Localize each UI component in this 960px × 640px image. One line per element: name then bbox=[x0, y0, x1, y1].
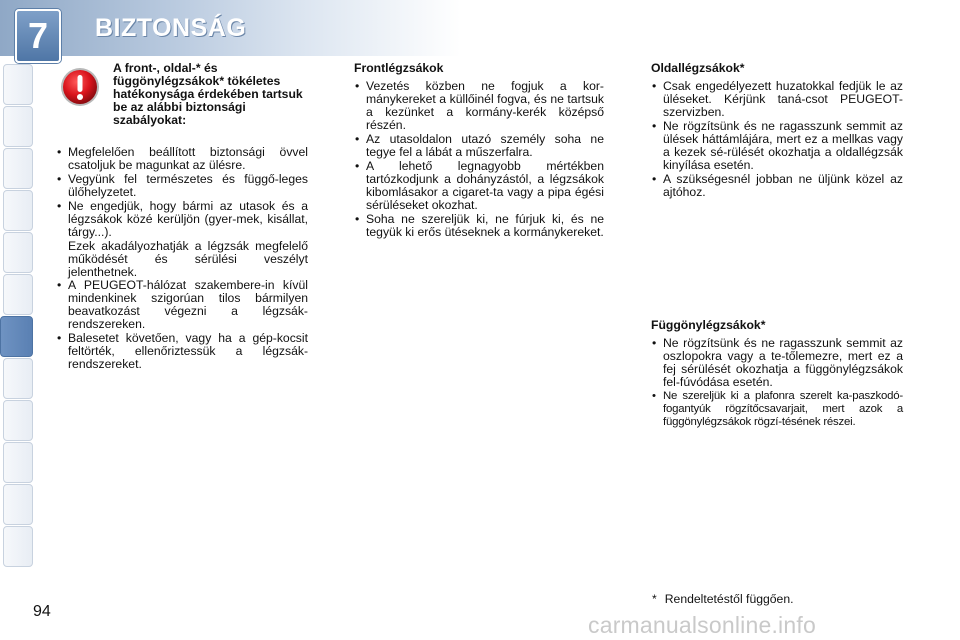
page-number: 94 bbox=[33, 603, 51, 620]
chapter-title: BIZTONSÁG bbox=[95, 14, 247, 42]
watermark: carmanualsonline.info bbox=[588, 612, 816, 638]
exclamation-circle-icon bbox=[60, 67, 100, 107]
chapter-strip-tab[interactable] bbox=[3, 106, 33, 147]
list-item: • A szükségesnél jobban ne üljünk közel az ajtóhoz. bbox=[651, 173, 903, 199]
list-item: • Csak engedélyezett huzatokkal fedjük le az üléseket. Kérjünk taná-csot PEUGEOT-szervizben. bbox=[651, 80, 903, 119]
chapter-strip-tab[interactable] bbox=[3, 526, 33, 567]
chapter-strip-tab[interactable] bbox=[3, 442, 33, 483]
curtain-airbag-list bbox=[651, 337, 903, 429]
chapter-strip-tab[interactable] bbox=[3, 400, 33, 441]
side-airbag-list bbox=[651, 80, 903, 199]
middle-column bbox=[354, 62, 604, 240]
chapter-strip-tab[interactable] bbox=[3, 232, 33, 273]
list-item: • Ne engedjük, hogy bármi az utasok és a légzsákok közé kerüljön (gyer-mek, kisállat, tárgy...). bbox=[56, 200, 308, 239]
chapter-number: 7 bbox=[27, 15, 49, 56]
list-item: • Ne szereljük ki a plafonra szerelt ka-paszkodó-fogantyúk rögzítőcsavarjait, mert azok a függönylégzsákok rögzí-tésének részei. bbox=[651, 390, 903, 429]
chapter-strip-tab[interactable] bbox=[3, 190, 33, 231]
footnote-star: * bbox=[652, 592, 657, 606]
list-item: • Balesetet követően, vagy ha a gép-kocsit feltörték, ellenőriztessük a légzsák-rendszereket. bbox=[56, 332, 308, 371]
list-item: • Vezetés közben ne fogjuk a kor-mánykereket a küllőinél fogva, és ne tartsuk a kezünket a kormány-kerék középső részén. bbox=[354, 80, 604, 132]
chapter-strip-tab[interactable] bbox=[3, 484, 33, 525]
list-item: • Soha ne szereljük ki, ne fúrjuk ki, és ne tegyük ki erős ütéseknek a kormánykereket. bbox=[354, 213, 604, 239]
safety-rules-list bbox=[56, 146, 308, 239]
chapter-strip-tab-active[interactable] bbox=[0, 316, 33, 357]
chapter-strip-tab[interactable] bbox=[3, 358, 33, 399]
chapter-strip bbox=[0, 60, 32, 580]
section-heading-curtain: Függönylégzsákok* bbox=[651, 318, 766, 332]
list-item: • Az utasoldalon utazó személy soha ne tegye fel a lábát a műszerfalra. bbox=[354, 133, 604, 159]
chapter-strip-tab[interactable] bbox=[3, 274, 33, 315]
intro-heading: A front-, oldal-* és függönylégzsákok* tökéletes hatékonysága érdekében tartsuk be az alábbi biztonsági szabályokat: bbox=[113, 61, 303, 127]
left-column bbox=[56, 146, 308, 372]
list-item: • Ne rögzítsünk és ne ragasszunk semmit az ülések háttámlájára, mert ez a mellkas vagy a kezek sé-rülését okozhatja a oldallégzsák kinyílása esetén. bbox=[651, 120, 903, 172]
list-item: • Ne rögzítsünk és ne ragasszunk semmit az oszlopokra vagy a te-tőlemezre, mert ez a fej sérülését okozhatja a függönylégzsákok fel-fúvódása esetén. bbox=[651, 337, 903, 389]
front-airbag-list bbox=[354, 80, 604, 239]
list-item-continuation: Ezek akadályozhatják a légzsák megfelelő működését és sérülési veszélyt jelenthetnek. bbox=[68, 239, 308, 279]
section-heading-front: Frontlégzsákok bbox=[354, 61, 444, 75]
chapter-tab[interactable] bbox=[15, 9, 61, 63]
chapter-strip-tab[interactable] bbox=[3, 148, 33, 189]
right-column-curtain bbox=[651, 319, 903, 430]
chapter-strip-tab[interactable] bbox=[3, 64, 33, 105]
list-item: • Megfelelően beállított biztonsági övvel csatoljuk be magunkat az ülésre. bbox=[56, 146, 308, 172]
list-item: • A lehető legnagyobb mértékben tartózkodjunk a dohányzástól, a légzsákok kibomlásakor a cigaret-ta vagy a pipa égési sérüléseket okozhat. bbox=[354, 160, 604, 212]
list-item: • Vegyünk fel természetes és függő-leges ülőhelyzetet. bbox=[56, 173, 308, 199]
footnote-text: Rendeltetéstől függően. bbox=[664, 592, 794, 606]
footnote bbox=[652, 592, 794, 606]
safety-rules-list-cont bbox=[56, 279, 308, 371]
list-item: • A PEUGEOT-hálózat szakembere-in kívül mindenkinek szigorúan tilos bármilyen beavatkozást végezni a légzsák-rendszereken. bbox=[56, 279, 308, 331]
section-heading-side: Oldallégzsákok* bbox=[651, 61, 745, 75]
right-column-side bbox=[651, 62, 903, 200]
